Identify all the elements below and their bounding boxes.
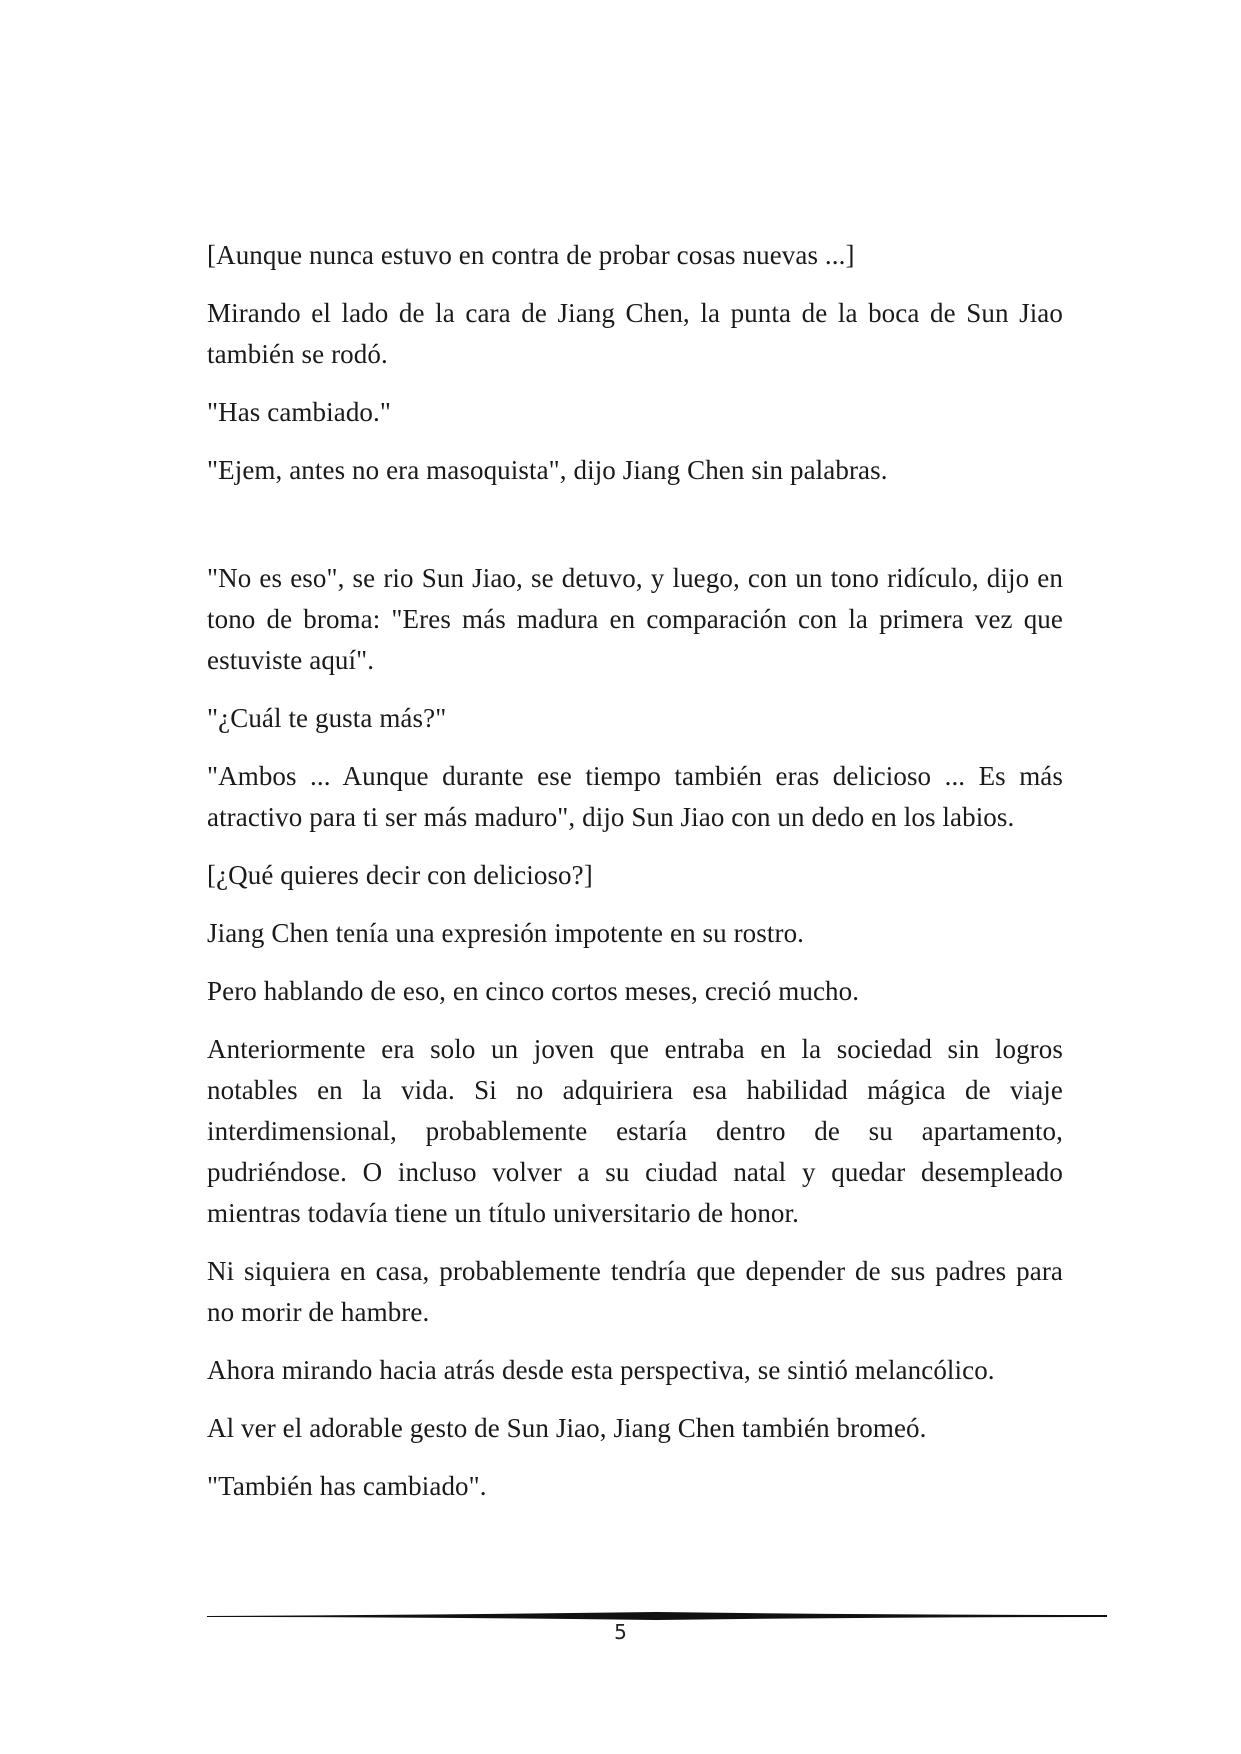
paragraph-2: Mirando el lado de la cara de Jiang Chen, la punta de la boca de Sun Jiao también se rodó. [207,298,1063,369]
text-body [207,235,1063,1524]
paragraph-9: Jiang Chen tenía una expresión impotente en su rostro. [207,918,805,948]
paragraph-7: "Ambos ... Aunque durante ese tiempo también eras delicioso ... Es más atractivo para ti ser más maduro", dijo Sun Jiao con un dedo en los labios. [207,761,1063,832]
paragraph-3: "Has cambiado." [207,397,391,427]
paragraph-8: [¿Qué quieres decir con delicioso?] [207,860,593,890]
paragraph-11: Anteriormente era solo un joven que entraba en la sociedad sin logros notables en la vida. Si no adquiriera esa habilidad mágica de viaje interdimensional, probablemente estaría dentro de su apartamento, pudriéndose. O incluso volver a su ciudad natal y quedar desempleado mientras todavía tiene un título universitario de honor. [207,1034,1063,1228]
paragraph-4: "Ejem, antes no era masoquista", dijo Jiang Chen sin palabras. [207,455,888,485]
paragraph-gap [207,508,1063,558]
page-number: 5 [614,1620,627,1644]
paragraph-5: "No es eso", se rio Sun Jiao, se detuvo, y luego, con un tono ridículo, dijo en tono de broma: "Eres más madura en comparación con la primera vez que estuviste aquí". [207,563,1063,675]
paragraph-10: Pero hablando de eso, en cinco cortos meses, creció mucho. [207,976,860,1006]
paragraph-13: Ahora mirando hacia atrás desde esta perspectiva, se sintió melancólico. [207,1355,995,1385]
paragraph-14: Al ver el adorable gesto de Sun Jiao, Jiang Chen también bromeó. [207,1413,927,1443]
paragraph-6: "¿Cuál te gusta más?" [207,703,447,733]
paragraph-15: "También has cambiado". [207,1471,487,1501]
paragraph-1: [Aunque nunca estuvo en contra de probar cosas nuevas ...] [207,240,855,270]
paragraph-12: Ni siquiera en casa, probablemente tendría que depender de sus padres para no morir de hambre. [207,1256,1063,1327]
